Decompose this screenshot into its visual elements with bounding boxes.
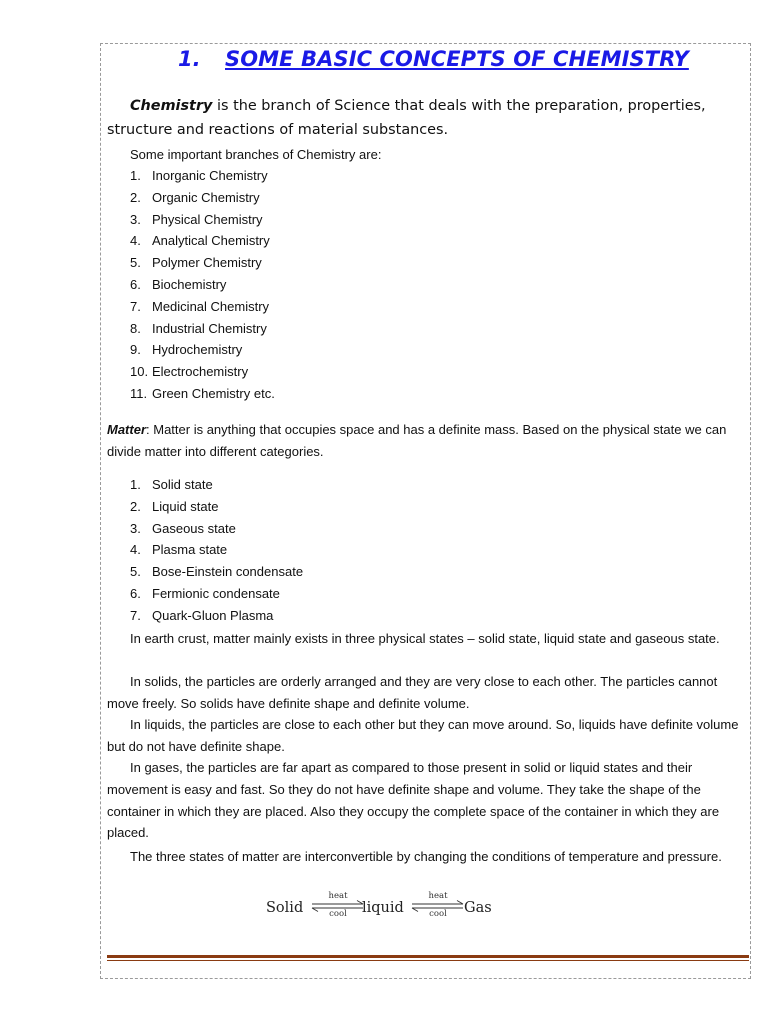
earth-crust-paragraph (107, 628, 743, 650)
arrow2-heat-label: heat (428, 891, 448, 901)
list-item-number: 3. (130, 211, 141, 227)
list-item-number: 7. (130, 298, 141, 314)
footer-rule (107, 955, 749, 958)
list-item-number: 1. (130, 477, 141, 492)
list-item-number: 10. (130, 364, 149, 380)
list-item-number: 5. (130, 564, 141, 580)
list-item-number: 6. (130, 586, 141, 601)
list-item-number: 11. (130, 386, 148, 401)
interconvertible-paragraph (107, 846, 743, 868)
eq-gas: Gas (464, 900, 492, 916)
chapter-number: 1. (178, 47, 201, 71)
interconvertible-text: The three states of matter are interconvertible by changing the conditions of temperature and pressure. (130, 849, 722, 864)
page-title (0, 43, 768, 81)
list-item-number: 7. (130, 607, 141, 623)
list-item-number: 3. (130, 520, 141, 536)
branches-heading: Some important branches of Chemistry are: (130, 147, 382, 162)
list-item-number: 5. (130, 255, 141, 271)
gases-paragraph (107, 757, 743, 844)
solids-paragraph (107, 671, 743, 715)
chemistry-term: Chemistry (130, 98, 213, 114)
list-item-text: Polymer Chemistry (152, 255, 262, 271)
list-item-text: Physical Chemistry (152, 211, 263, 227)
matter-term: Matter (107, 422, 147, 437)
list-item-number: 8. (130, 320, 141, 336)
footer-rule-thin (107, 960, 749, 961)
list-item-text: Medicinal Chemistry (152, 298, 270, 314)
list-item-number: 1. (130, 168, 141, 183)
list-item-text: Solid state (152, 477, 213, 492)
list-item-text: Gaseous state (152, 520, 236, 536)
list-item-text: Organic Chemistry (152, 189, 260, 205)
list-item-text: Electrochemistry (152, 364, 249, 380)
list-item-number: 9. (130, 342, 141, 358)
matter-text: : Matter is anything that occupies space and has a definite mass. Based on the physical state we can divide matter into different categories. (107, 422, 727, 459)
liquids-paragraph (107, 714, 743, 758)
eq-liquid: liquid (362, 900, 404, 916)
list-item-text: Plasma state (152, 542, 228, 558)
list-item-number: 2. (130, 189, 141, 205)
list-item-number: 2. (130, 498, 141, 514)
arrow2-cool-label: cool (429, 909, 447, 919)
gases-text: In gases, the particles are far apart as compared to those present in solid or liquid states and their movement is easy and fast. So they do not have definite shape and volume. They take the shape of the container in which they are placed. Also they occupy the complete space of the container in which they are placed. (107, 760, 720, 841)
matter-paragraph (107, 419, 743, 463)
list-item-text: Industrial Chemistry (152, 320, 267, 336)
chapter-title: SOME BASIC CONCEPTS OF CHEMISTRY (225, 47, 689, 71)
intro-paragraph (107, 94, 747, 142)
eq-solid: Solid (266, 900, 304, 916)
list-item-text: Biochemistry (152, 277, 227, 292)
earth-crust-text: In earth crust, matter mainly exists in three physical states – solid state, liquid state and gaseous state. (130, 631, 720, 646)
list-item-text: Bose-Einstein condensate (152, 564, 304, 580)
arrow1-cool-label: cool (329, 909, 347, 919)
list-item-text: Green Chemistry etc. (152, 386, 275, 401)
list-item-text: Inorganic Chemistry (152, 168, 268, 183)
solids-text: In solids, the particles are orderly arranged and they are very close to each other. The particles cannot move freely. So solids have definite shape and definite volume. (107, 674, 718, 711)
list-item-text: Analytical Chemistry (152, 233, 270, 249)
equilibrium-arrow-1 (309, 890, 367, 924)
list-item-number: 4. (130, 233, 141, 249)
list-item-number: 6. (130, 277, 141, 292)
liquids-text: In liquids, the particles are close to each other but they can move around. So, liquids have definite volume but do not have definite shape. (107, 717, 739, 754)
list-item-text: Liquid state (152, 498, 219, 514)
equilibrium-arrow-2 (409, 890, 467, 924)
list-item-text: Hydrochemistry (152, 342, 243, 358)
arrow1-heat-label: heat (328, 891, 348, 901)
list-item-number: 4. (130, 542, 141, 558)
list-item-text: Fermionic condensate (152, 586, 280, 601)
list-item-text: Quark-Gluon Plasma (152, 607, 274, 623)
intro-text: is the branch of Science that deals with the preparation, properties, structure and reactions of material substances. (107, 98, 706, 138)
